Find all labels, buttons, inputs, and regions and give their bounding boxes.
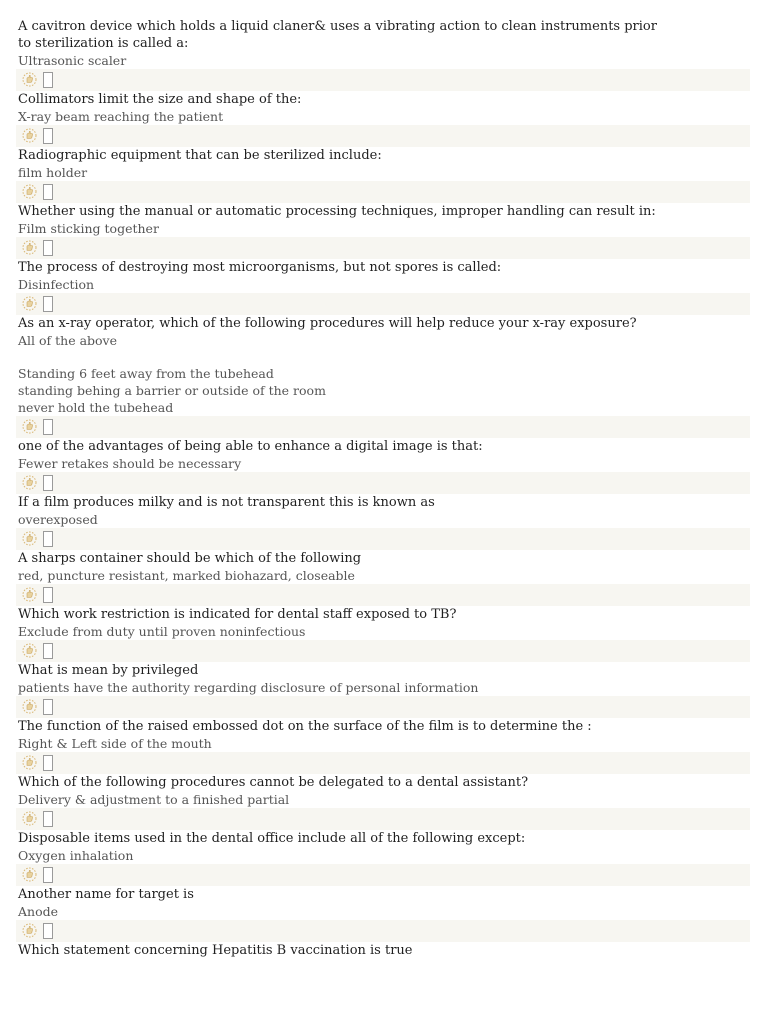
answer-spacer: [0, 349, 768, 365]
empty-box-icon[interactable]: [43, 240, 53, 256]
empty-box-icon[interactable]: [43, 296, 53, 312]
question-text: Which work restriction is indicated for dental staff exposed to TB?: [18, 607, 457, 622]
flashcard-item: [0, 315, 768, 438]
voting-hand-icon[interactable]: [22, 296, 37, 311]
flashcard-item: [0, 494, 768, 550]
empty-box-icon[interactable]: [43, 72, 53, 88]
card-action-bar: [16, 69, 750, 91]
flashcard-item: [0, 942, 768, 959]
voting-hand-icon[interactable]: [22, 867, 37, 882]
voting-hand-icon[interactable]: [22, 419, 37, 434]
card-action-bar: [16, 472, 750, 494]
flashcard-item: [0, 718, 768, 774]
empty-box-icon[interactable]: [43, 867, 53, 883]
question-text: The process of destroying most microorganisms, but not spores is called:: [18, 260, 502, 275]
flashcard-item: [0, 147, 768, 203]
card-action-bar: [16, 125, 750, 147]
answer-text: never hold the tubehead: [18, 400, 174, 415]
answer-text: red, puncture resistant, marked biohazard, closeable: [18, 568, 355, 583]
flashcard-item: [0, 259, 768, 315]
empty-box-icon[interactable]: [43, 475, 53, 491]
answer-text: Exclude from duty until proven noninfectious: [18, 624, 306, 639]
voting-hand-icon[interactable]: [22, 184, 37, 199]
empty-box-icon[interactable]: [43, 419, 53, 435]
card-action-bar: [16, 528, 750, 550]
empty-box-icon[interactable]: [43, 923, 53, 939]
answer-text: Film sticking together: [18, 221, 159, 236]
answer-text: X-ray beam reaching the patient: [18, 109, 224, 124]
answer-text: patients have the authority regarding disclosure of personal information: [18, 680, 479, 695]
flashcard-item: [0, 438, 768, 494]
voting-hand-icon[interactable]: [22, 240, 37, 255]
voting-hand-icon[interactable]: [22, 587, 37, 602]
empty-box-icon[interactable]: [43, 755, 53, 771]
question-text: Another name for target is: [18, 887, 194, 902]
question-text: one of the advantages of being able to enhance a digital image is that:: [18, 439, 483, 454]
flashcard-item: [0, 203, 768, 259]
card-action-bar: [16, 640, 750, 662]
empty-box-icon[interactable]: [43, 531, 53, 547]
question-text: If a film produces milky and is not transparent this is known as: [18, 495, 435, 510]
flashcard-item: [0, 830, 768, 886]
flashcard-item: [0, 662, 768, 718]
voting-hand-icon[interactable]: [22, 643, 37, 658]
question-text: Which of the following procedures cannot be delegated to a dental assistant?: [18, 775, 529, 790]
voting-hand-icon[interactable]: [22, 923, 37, 938]
question-text: to sterilization is called a:: [18, 36, 189, 51]
flashcard-item: [0, 550, 768, 606]
answer-text: Delivery & adjustment to a finished partial: [18, 792, 290, 807]
flashcard-item: [0, 606, 768, 662]
answer-text: Right & Left side of the mouth: [18, 736, 212, 751]
answer-text: standing behing a barrier or outside of the room: [18, 383, 326, 398]
card-action-bar: [16, 181, 750, 203]
card-action-bar: [16, 696, 750, 718]
voting-hand-icon[interactable]: [22, 699, 37, 714]
question-text: What is mean by privileged: [18, 663, 199, 678]
voting-hand-icon[interactable]: [22, 475, 37, 490]
question-text: Which statement concerning Hepatitis B vaccination is true: [18, 943, 413, 958]
answer-text: Disinfection: [18, 277, 95, 292]
card-action-bar: [16, 808, 750, 830]
answer-text: Standing 6 feet away from the tubehead: [18, 366, 274, 381]
card-action-bar: [16, 416, 750, 438]
question-text: Collimators limit the size and shape of the:: [18, 92, 302, 107]
card-action-bar: [16, 584, 750, 606]
card-action-bar: [16, 920, 750, 942]
voting-hand-icon[interactable]: [22, 72, 37, 87]
voting-hand-icon[interactable]: [22, 531, 37, 546]
question-text: Radiographic equipment that can be sterilized include:: [18, 148, 382, 163]
empty-box-icon[interactable]: [43, 643, 53, 659]
card-action-bar: [16, 293, 750, 315]
flashcard-item: [0, 18, 768, 91]
answer-text: Oxygen inhalation: [18, 848, 134, 863]
empty-box-icon[interactable]: [43, 699, 53, 715]
voting-hand-icon[interactable]: [22, 128, 37, 143]
empty-box-icon[interactable]: [43, 184, 53, 200]
empty-box-icon[interactable]: [43, 587, 53, 603]
voting-hand-icon[interactable]: [22, 811, 37, 826]
empty-box-icon[interactable]: [43, 811, 53, 827]
answer-text: All of the above: [18, 333, 118, 348]
answer-text: film holder: [18, 165, 88, 180]
flashcard-item: [0, 886, 768, 942]
answer-text: Ultrasonic scaler: [18, 53, 127, 68]
question-text: A cavitron device which holds a liquid claner& uses a vibrating action to clean instruments prior: [18, 19, 657, 34]
flashcard-item: [0, 774, 768, 830]
question-text: Whether using the manual or automatic processing techniques, improper handling can result in:: [18, 204, 656, 219]
card-action-bar: [16, 864, 750, 886]
card-action-bar: [16, 752, 750, 774]
question-text: A sharps container should be which of the following: [18, 551, 362, 566]
question-text: The function of the raised embossed dot on the surface of the film is to determine the :: [18, 719, 592, 734]
answer-text: Fewer retakes should be necessary: [18, 456, 242, 471]
answer-text: Anode: [18, 904, 59, 919]
question-text: Disposable items used in the dental office include all of the following except:: [18, 831, 526, 846]
empty-box-icon[interactable]: [43, 128, 53, 144]
answer-text: overexposed: [18, 512, 98, 527]
voting-hand-icon[interactable]: [22, 755, 37, 770]
flashcard-item: [0, 91, 768, 147]
card-action-bar: [16, 237, 750, 259]
question-text: As an x-ray operator, which of the following procedures will help reduce your x-ray exposure?: [18, 316, 637, 331]
